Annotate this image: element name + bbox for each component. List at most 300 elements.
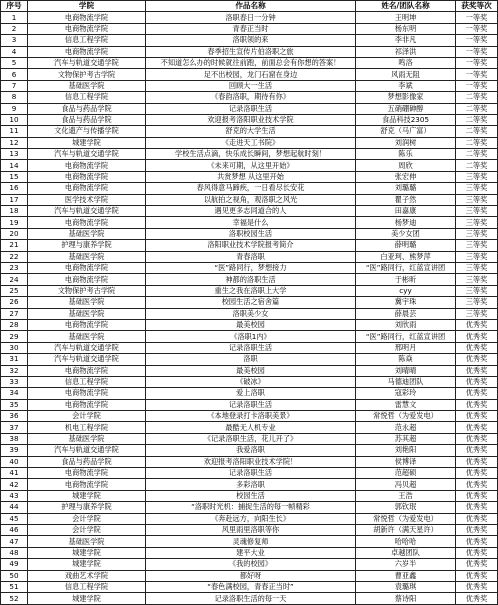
row-college: 电商物流学院: [28, 12, 146, 23]
row-work-title: 记录洛职生活: [146, 342, 356, 353]
row-work-title: 都好呀: [146, 570, 356, 581]
row-award-level: 优秀奖: [456, 559, 498, 570]
row-award-level: 三等奖: [456, 171, 498, 182]
row-college: 汽车与轨道交通学院: [28, 149, 146, 160]
row-index: 19: [1, 217, 28, 228]
row-work-title: 最美校园: [146, 365, 356, 376]
table-body: [1, 12, 498, 604]
header-row: [1, 1, 498, 12]
row-team-name: 王明坤: [356, 12, 456, 23]
row-award-level: 二等奖: [456, 149, 498, 160]
row-college: 信息工程学院: [28, 35, 146, 46]
row-work-title: 幸福是什么: [146, 217, 356, 228]
row-team-name: 范永超: [356, 422, 456, 433]
table-row: [1, 376, 498, 387]
row-award-level: 一等奖: [456, 69, 498, 80]
table-row: [1, 547, 498, 558]
table-row: [1, 536, 498, 547]
row-index: 35: [1, 399, 28, 410]
row-college: 护理与康养学院: [28, 502, 146, 513]
row-team-name: 常悦哲（为爱发电）: [356, 411, 456, 422]
row-work-title: 以航拍之视角，观洛职之风光: [146, 194, 356, 205]
table-row: [1, 490, 498, 501]
row-work-title: 青春洛职: [146, 251, 356, 262]
table-row: [1, 12, 498, 23]
table-row: [1, 456, 498, 467]
row-award-level: 一等奖: [456, 12, 498, 23]
table-row: [1, 388, 498, 399]
row-college: 基础医学院: [28, 228, 146, 239]
row-award-level: 三等奖: [456, 297, 498, 308]
table-row: [1, 69, 498, 80]
row-award-level: 三等奖: [456, 262, 498, 273]
row-award-level: 一等奖: [456, 57, 498, 68]
row-team-name: 邢明月: [356, 342, 456, 353]
row-college: 电商物流学院: [28, 183, 146, 194]
row-team-name: 卓越团队: [356, 547, 456, 558]
row-team-name: 寇彩玲: [356, 388, 456, 399]
row-work-title: “医”路同行，梦想接力: [146, 262, 356, 273]
row-index: 13: [1, 149, 28, 160]
row-work-title: 最酷无人机专业: [146, 422, 356, 433]
row-index: 2: [1, 23, 28, 34]
row-work-title: 青春正当时: [146, 23, 356, 34]
row-team-name: 李非凡: [356, 35, 456, 46]
row-award-level: 三等奖: [456, 206, 498, 217]
row-college: 基础医学院: [28, 308, 146, 319]
row-college: 汽车与轨道交通学院: [28, 206, 146, 217]
row-team-name: 雷慧文: [356, 399, 456, 410]
table-row: [1, 46, 498, 57]
row-index: 45: [1, 513, 28, 524]
row-college: 电商物流学院: [28, 217, 146, 228]
row-college: 城建学院: [28, 137, 146, 148]
row-team-name: 五硝硼砷醇: [356, 103, 456, 114]
row-index: 16: [1, 183, 28, 194]
row-team-name: 杨东明: [356, 23, 456, 34]
row-college: 基础医学院: [28, 80, 146, 91]
row-college: 电商物流学院: [28, 23, 146, 34]
row-award-level: 一等奖: [456, 23, 498, 34]
row-college: 电商物流学院: [28, 319, 146, 330]
row-team-name: 曹亚鑫: [356, 570, 456, 581]
row-college: 食品与药品学院: [28, 456, 146, 467]
row-college: 信息工程学院: [28, 376, 146, 387]
row-index: 4: [1, 46, 28, 57]
row-award-level: 三等奖: [456, 274, 498, 285]
row-team-name: 食品科技2305: [356, 114, 456, 125]
row-team-name: 冀宇珠: [356, 297, 456, 308]
row-award-level: 三等奖: [456, 183, 498, 194]
row-college: 信息工程学院: [28, 581, 146, 592]
row-award-level: 二等奖: [456, 137, 498, 148]
row-college: 会计学院: [28, 411, 146, 422]
row-team-name: 祁泽洪: [356, 46, 456, 57]
row-college: 机电工程学院: [28, 422, 146, 433]
row-team-name: 刘艳阳: [356, 445, 456, 456]
row-index: 44: [1, 502, 28, 513]
row-college: 基础医学院: [28, 251, 146, 262]
row-team-name: 李斌: [356, 80, 456, 91]
row-team-name: 舒克（马广富）: [356, 126, 456, 137]
row-work-title: 洛阳职业技术学院报考简介: [146, 240, 356, 251]
table-row: [1, 513, 498, 524]
table-row: [1, 251, 498, 262]
row-award-level: 优秀奖: [456, 536, 498, 547]
row-work-title: 风里雨里洛职等你: [146, 524, 356, 535]
row-college: 电商物流学院: [28, 365, 146, 376]
row-college: 电商物流学院: [28, 399, 146, 410]
row-work-title: 《未来可期，从这里开始》: [146, 160, 356, 171]
row-college: 戏曲艺术学院: [28, 570, 146, 581]
row-work-title: 足不出校园，龙门石窟在身边: [146, 69, 356, 80]
row-college: 电商物流学院: [28, 46, 146, 57]
row-award-level: 优秀奖: [456, 502, 498, 513]
row-award-level: 优秀奖: [456, 411, 498, 422]
row-index: 30: [1, 342, 28, 353]
row-index: 22: [1, 251, 28, 262]
table-row: [1, 194, 498, 205]
table-row: [1, 183, 498, 194]
row-award-level: 优秀奖: [456, 354, 498, 365]
row-team-name: 侯博译: [356, 456, 456, 467]
row-work-title: 洛职春日一分钟: [146, 12, 356, 23]
row-index: 21: [1, 240, 28, 251]
row-award-level: 优秀奖: [456, 445, 498, 456]
row-index: 32: [1, 365, 28, 376]
row-college: 文物保护考古学院: [28, 69, 146, 80]
row-index: 47: [1, 536, 28, 547]
row-college: 文物保护考古学院: [28, 285, 146, 296]
row-college: 文化遗产与传播学院: [28, 126, 146, 137]
row-team-name: 蔡诗阳: [356, 593, 456, 604]
row-index: 28: [1, 319, 28, 330]
row-award-level: 一等奖: [456, 46, 498, 57]
row-award-level: 优秀奖: [456, 479, 498, 490]
row-team-name: 田嘉康: [356, 206, 456, 217]
table-row: [1, 126, 498, 137]
row-work-title: 欢迎报考洛阳职业技术学院: [146, 114, 356, 125]
row-award-level: 二等奖: [456, 92, 498, 103]
row-index: 11: [1, 126, 28, 137]
row-work-title: 春风得意马蹄疾，一日看尽长安花: [146, 183, 356, 194]
row-college: 电商物流学院: [28, 388, 146, 399]
table-row: [1, 137, 498, 148]
row-team-name: 哈哈哈: [356, 536, 456, 547]
row-award-level: 一等奖: [456, 35, 498, 46]
header-award-level: 获奖等次: [456, 1, 498, 12]
row-work-title: 建平大业: [146, 547, 356, 558]
row-team-name: 于彬昕: [356, 274, 456, 285]
row-work-title: 洛职美少女: [146, 308, 356, 319]
row-team-name: 陈焱: [356, 354, 456, 365]
row-team-name: 薛明璐: [356, 240, 456, 251]
table-row: [1, 23, 498, 34]
table-row: [1, 342, 498, 353]
header-college: 学院: [28, 1, 146, 12]
row-award-level: 优秀奖: [456, 490, 498, 501]
row-work-title: 洛职领的来: [146, 35, 356, 46]
row-team-name: 刘晴晴: [356, 365, 456, 376]
header-index: 序号: [1, 1, 28, 12]
row-team-name: 陈乐: [356, 149, 456, 160]
row-college: 电商物流学院: [28, 274, 146, 285]
row-team-name: 胡新许（满天星许）: [356, 524, 456, 535]
row-team-name: 张宏伸: [356, 171, 456, 182]
row-work-title: 灵魂修复师: [146, 536, 356, 547]
table-row: [1, 354, 498, 365]
row-college: 基础医学院: [28, 331, 146, 342]
row-work-title: 多彩洛职: [146, 479, 356, 490]
row-team-name: 薛晨芸: [356, 308, 456, 319]
row-team-name: 郭钦珉: [356, 502, 456, 513]
table-row: [1, 149, 498, 160]
row-work-title: 《我的校园》: [146, 559, 356, 570]
row-team-name: 风雨无阻: [356, 69, 456, 80]
row-team-name: 美少女团: [356, 228, 456, 239]
table-row: [1, 570, 498, 581]
row-team-name: 刘欣雨: [356, 319, 456, 330]
row-award-level: 一等奖: [456, 80, 498, 91]
row-award-level: 优秀奖: [456, 399, 498, 410]
row-work-title: 爱上洛职: [146, 388, 356, 399]
table-row: [1, 433, 498, 444]
row-index: 34: [1, 388, 28, 399]
row-index: 12: [1, 137, 28, 148]
row-college: 汽车与轨道交通学院: [28, 57, 146, 68]
row-award-level: 三等奖: [456, 217, 498, 228]
row-team-name: 六岁半: [356, 559, 456, 570]
row-team-name: 苏其超: [356, 433, 456, 444]
row-index: 42: [1, 479, 28, 490]
row-team-name: “医”路同行，红蓝宣讲团: [356, 262, 456, 273]
row-award-level: 优秀奖: [456, 513, 498, 524]
table-row: [1, 217, 498, 228]
row-work-title: 校园生活: [146, 490, 356, 501]
table-row: [1, 240, 498, 251]
row-award-level: 三等奖: [456, 194, 498, 205]
table-row: [1, 308, 498, 319]
row-index: 33: [1, 376, 28, 387]
table-row: [1, 57, 498, 68]
row-index: 23: [1, 262, 28, 273]
row-award-level: 优秀奖: [456, 422, 498, 433]
row-team-name: 刘璐璐: [356, 183, 456, 194]
row-college: 汽车与轨道交通学院: [28, 445, 146, 456]
row-award-level: 三等奖: [456, 240, 498, 251]
row-index: 51: [1, 581, 28, 592]
table-row: [1, 171, 498, 182]
row-work-title: 回顾大一生活: [146, 80, 356, 91]
row-college: 会计学院: [28, 513, 146, 524]
row-college: 城建学院: [28, 593, 146, 604]
table-row: [1, 502, 498, 513]
table-row: [1, 80, 498, 91]
row-college: 城建学院: [28, 490, 146, 501]
row-work-title: 不知道怎么办的时候就往前跑，前面总会有你想的答案！: [146, 57, 356, 68]
table-row: [1, 297, 498, 308]
row-index: 20: [1, 228, 28, 239]
row-award-level: 优秀奖: [456, 331, 498, 342]
row-college: 基础医学院: [28, 536, 146, 547]
row-work-title: 欢迎报考洛阳职业技术学院！: [146, 456, 356, 467]
row-work-title: 校园生活之宿舍篇: [146, 297, 356, 308]
row-index: 5: [1, 57, 28, 68]
row-team-name: 瞿子然: [356, 194, 456, 205]
row-work-title: “洛职时光机：捕捉生活的每一帧精彩: [146, 502, 356, 513]
row-college: 食品与药品学院: [28, 103, 146, 114]
row-team-name: 鸣洛: [356, 57, 456, 68]
row-work-title: 神都的洛职生活: [146, 274, 356, 285]
row-award-level: 二等奖: [456, 103, 498, 114]
row-college: 会计学院: [28, 524, 146, 535]
row-award-level: 优秀奖: [456, 456, 498, 467]
table-row: [1, 160, 498, 171]
row-work-title: 《洛职1内》: [146, 331, 356, 342]
row-team-name: “医”路同行，红蓝宣讲团: [356, 331, 456, 342]
row-college: 信息工程学院: [28, 92, 146, 103]
row-index: 27: [1, 308, 28, 319]
row-index: 43: [1, 490, 28, 501]
row-index: 1: [1, 12, 28, 23]
row-index: 7: [1, 80, 28, 91]
row-index: 29: [1, 331, 28, 342]
row-index: 46: [1, 524, 28, 535]
row-work-title: 舒克的大学生活: [146, 126, 356, 137]
row-award-level: 优秀奖: [456, 468, 498, 479]
row-college: 汽车与轨道交通学院: [28, 354, 146, 365]
row-index: 3: [1, 35, 28, 46]
table-row: [1, 365, 498, 376]
row-team-name: 王浩: [356, 490, 456, 501]
table-row: [1, 206, 498, 217]
row-work-title: 洛职校园生活: [146, 228, 356, 239]
table-row: [1, 445, 498, 456]
row-award-level: 二等奖: [456, 160, 498, 171]
row-college: 电商物流学院: [28, 171, 146, 182]
row-work-title: 最美校园: [146, 319, 356, 330]
row-work-title: 记录洛职生活的每一天: [146, 593, 356, 604]
row-work-title: 《奔赴远方，向阳生长》: [146, 513, 356, 524]
row-work-title: 学校生活点滴，快乐成长瞬间，梦想起航时刻！: [146, 149, 356, 160]
row-college: 城建学院: [28, 547, 146, 558]
table-row: [1, 581, 498, 592]
row-work-title: 《走进天工书院》: [146, 137, 356, 148]
row-team-name: 马德迪团队: [356, 376, 456, 387]
row-index: 49: [1, 559, 28, 570]
row-index: 52: [1, 593, 28, 604]
row-college: 基础医学院: [28, 297, 146, 308]
row-award-level: 三等奖: [456, 251, 498, 262]
row-work-title: 《破冰》: [146, 376, 356, 387]
row-college: 电商物流学院: [28, 160, 146, 171]
row-award-level: 二等奖: [456, 126, 498, 137]
row-award-level: 优秀奖: [456, 581, 498, 592]
table-row: [1, 92, 498, 103]
row-index: 18: [1, 206, 28, 217]
row-award-level: 优秀奖: [456, 547, 498, 558]
row-award-level: 优秀奖: [456, 593, 498, 604]
row-award-level: 优秀奖: [456, 524, 498, 535]
table-row: [1, 228, 498, 239]
row-index: 10: [1, 114, 28, 125]
row-team-name: 常悦哲（为爱发电）: [356, 513, 456, 524]
table-row: [1, 468, 498, 479]
row-team-name: 周欣: [356, 160, 456, 171]
row-work-title: 洛职: [146, 354, 356, 365]
row-work-title: 记录洛职生活: [146, 103, 356, 114]
row-team-name: 梦想影像家: [356, 92, 456, 103]
row-award-level: 优秀奖: [456, 342, 498, 353]
row-work-title: “春色满校园，青春正当时”: [146, 581, 356, 592]
table-row: [1, 262, 498, 273]
table-row: [1, 399, 498, 410]
row-award-level: 优秀奖: [456, 570, 498, 581]
row-college: 电商物流学院: [28, 468, 146, 479]
row-college: 城建学院: [28, 559, 146, 570]
header-team-name: 姓名/团队名称: [356, 1, 456, 12]
row-college: 食品与药品学院: [28, 114, 146, 125]
table-row: [1, 114, 498, 125]
row-college: 护理与康养学院: [28, 240, 146, 251]
table-row: [1, 285, 498, 296]
row-college: 汽车与轨道交通学院: [28, 342, 146, 353]
row-index: 24: [1, 274, 28, 285]
row-index: 37: [1, 422, 28, 433]
row-award-level: 优秀奖: [456, 433, 498, 444]
row-team-name: 袁璐琪: [356, 581, 456, 592]
table-row: [1, 422, 498, 433]
table-row: [1, 103, 498, 114]
row-index: 36: [1, 411, 28, 422]
row-team-name: 范超硕: [356, 468, 456, 479]
row-college: 电商物流学院: [28, 479, 146, 490]
row-index: 38: [1, 433, 28, 444]
row-index: 8: [1, 92, 28, 103]
header-work-title: 作品名称: [146, 1, 356, 12]
row-index: 31: [1, 354, 28, 365]
row-award-level: 优秀奖: [456, 319, 498, 330]
row-index: 17: [1, 194, 28, 205]
row-work-title: 共赏梦想 从这里开始: [146, 171, 356, 182]
row-index: 39: [1, 445, 28, 456]
row-work-title: 《本地登录打卡洛职美景》: [146, 411, 356, 422]
row-award-level: 优秀奖: [456, 365, 498, 376]
table-row: [1, 524, 498, 535]
table-row: [1, 479, 498, 490]
row-team-name: 冯贝超: [356, 479, 456, 490]
row-award-level: 优秀奖: [456, 388, 498, 399]
row-index: 40: [1, 456, 28, 467]
row-college: 医学技术学院: [28, 194, 146, 205]
row-college: 基础医学院: [28, 433, 146, 444]
row-index: 6: [1, 69, 28, 80]
row-index: 14: [1, 160, 28, 171]
table-row: [1, 274, 498, 285]
row-work-title: 我爱洛职: [146, 445, 356, 456]
row-award-level: 三等奖: [456, 228, 498, 239]
row-work-title: 遇见更多志同道合的人: [146, 206, 356, 217]
row-index: 41: [1, 468, 28, 479]
table-row: [1, 319, 498, 330]
row-award-level: 三等奖: [456, 308, 498, 319]
row-work-title: 春季招生宣传片伯洛职之旅: [146, 46, 356, 57]
row-index: 25: [1, 285, 28, 296]
row-award-level: 三等奖: [456, 285, 498, 296]
row-index: 26: [1, 297, 28, 308]
table-row: [1, 35, 498, 46]
table-row: [1, 411, 498, 422]
